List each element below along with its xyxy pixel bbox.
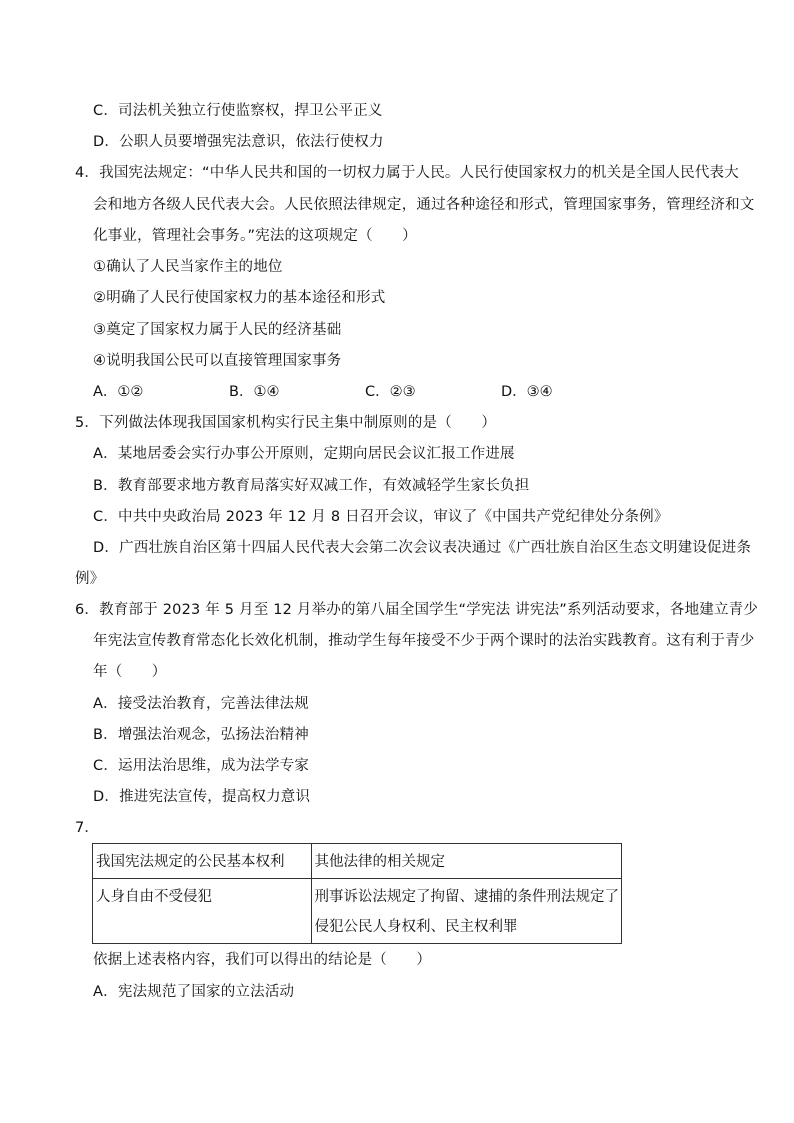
- rights-table: [92, 843, 622, 944]
- q6-option-a: A．接受法治教育，完善法律法规: [93, 696, 309, 712]
- table-row: [93, 879, 622, 944]
- table-cell-laws-line-1: 刑事诉讼法规定了拘留、逮捕的条件刑法规定了: [314, 889, 619, 905]
- q5-option-c: C．中共中央政治局 2023 年 12 月 8 日召开会议，审议了《中国共产党纪律处分条例》: [93, 509, 669, 525]
- q3-option-d: D．公职人员要增强宪法意识，依法行使权力: [93, 134, 384, 150]
- q7-stem: 依据上述表格内容，我们可以得出的结论是（ ）: [93, 952, 432, 968]
- q4-item-1: ①确认了人民当家作主的地位: [93, 259, 283, 275]
- q7-number: 7．: [75, 820, 100, 836]
- q5-stem: 5．下列做法体现我国国家机构实行民主集中制原则的是（ ）: [75, 415, 497, 431]
- table-header-rights: 我国宪法规定的公民基本权利: [93, 844, 312, 879]
- q7-option-a: A．宪法规范了国家的立法活动: [93, 984, 295, 1000]
- q4-stem-line-3: 化事业，管理社会事务。”宪法的这项规定（ ）: [93, 228, 417, 244]
- q6-option-d: D．推进宪法宣传，提高权力意识: [93, 789, 311, 805]
- q5-option-d-line-2: 例》: [75, 571, 105, 587]
- q4-option-d: D．③④: [501, 384, 553, 400]
- q4-option-a: A．①②: [93, 384, 144, 400]
- q4-item-4: ④说明我国公民可以直接管理国家事务: [93, 353, 342, 369]
- q4-item-3: ③奠定了国家权力属于人民的经济基础: [93, 322, 342, 338]
- q4-option-c: C．②③: [365, 384, 416, 400]
- table-header-laws: 其他法律的相关规定: [311, 844, 622, 879]
- q4-option-b: B．①④: [229, 384, 280, 400]
- q5-option-d-line-1: D．广西壮族自治区第十四届人民代表大会第二次会议表决通过《广西壮族自治区生态文明建设促进条: [93, 540, 752, 556]
- q6-option-b: B．增强法治观念，弘扬法治精神: [93, 727, 309, 743]
- q6-stem-line-1: 6．教育部于 2023 年 5 月至 12 月举办的第八届全国学生“学宪法 讲宪法”系列活动要求，各地建立青少: [75, 602, 759, 618]
- table-cell-laws: [311, 879, 622, 944]
- q4-item-2: ②明确了人民行使国家权力的基本途径和形式: [93, 290, 386, 306]
- table-cell-right: 人身自由不受侵犯: [93, 879, 312, 944]
- table-cell-laws-line-2: 侵犯公民人身权利、民主权利罪: [314, 919, 518, 935]
- q3-option-c: C．司法机关独立行使监察权，捍卫公平正义: [93, 103, 383, 119]
- q6-stem-line-3: 年（ ）: [93, 664, 167, 680]
- q5-option-a: A．某地居委会实行办事公开原则，定期向居民会议汇报工作进展: [93, 446, 515, 462]
- table-header-row: [93, 844, 622, 879]
- q5-option-b: B．教育部要求地方教育局落实好双减工作，有效减轻学生家长负担: [93, 478, 530, 494]
- q4-stem-line-2: 会和地方各级人民代表大会。人民依照法律规定，通过各种途径和形式，管理国家事务，管理经济和文: [93, 197, 755, 213]
- q6-stem-line-2: 年宪法宣传教育常态化长效化机制，推动学生每年接受不少于两个课时的法治实践教育。这有利于青少: [93, 633, 755, 649]
- q6-option-c: C．运用法治思维，成为法学专家: [93, 758, 310, 774]
- q4-stem-line-1: 4．我国宪法规定：“中华人民共和国的一切权力属于人民。人民行使国家权力的机关是全国人民代表大: [75, 165, 739, 181]
